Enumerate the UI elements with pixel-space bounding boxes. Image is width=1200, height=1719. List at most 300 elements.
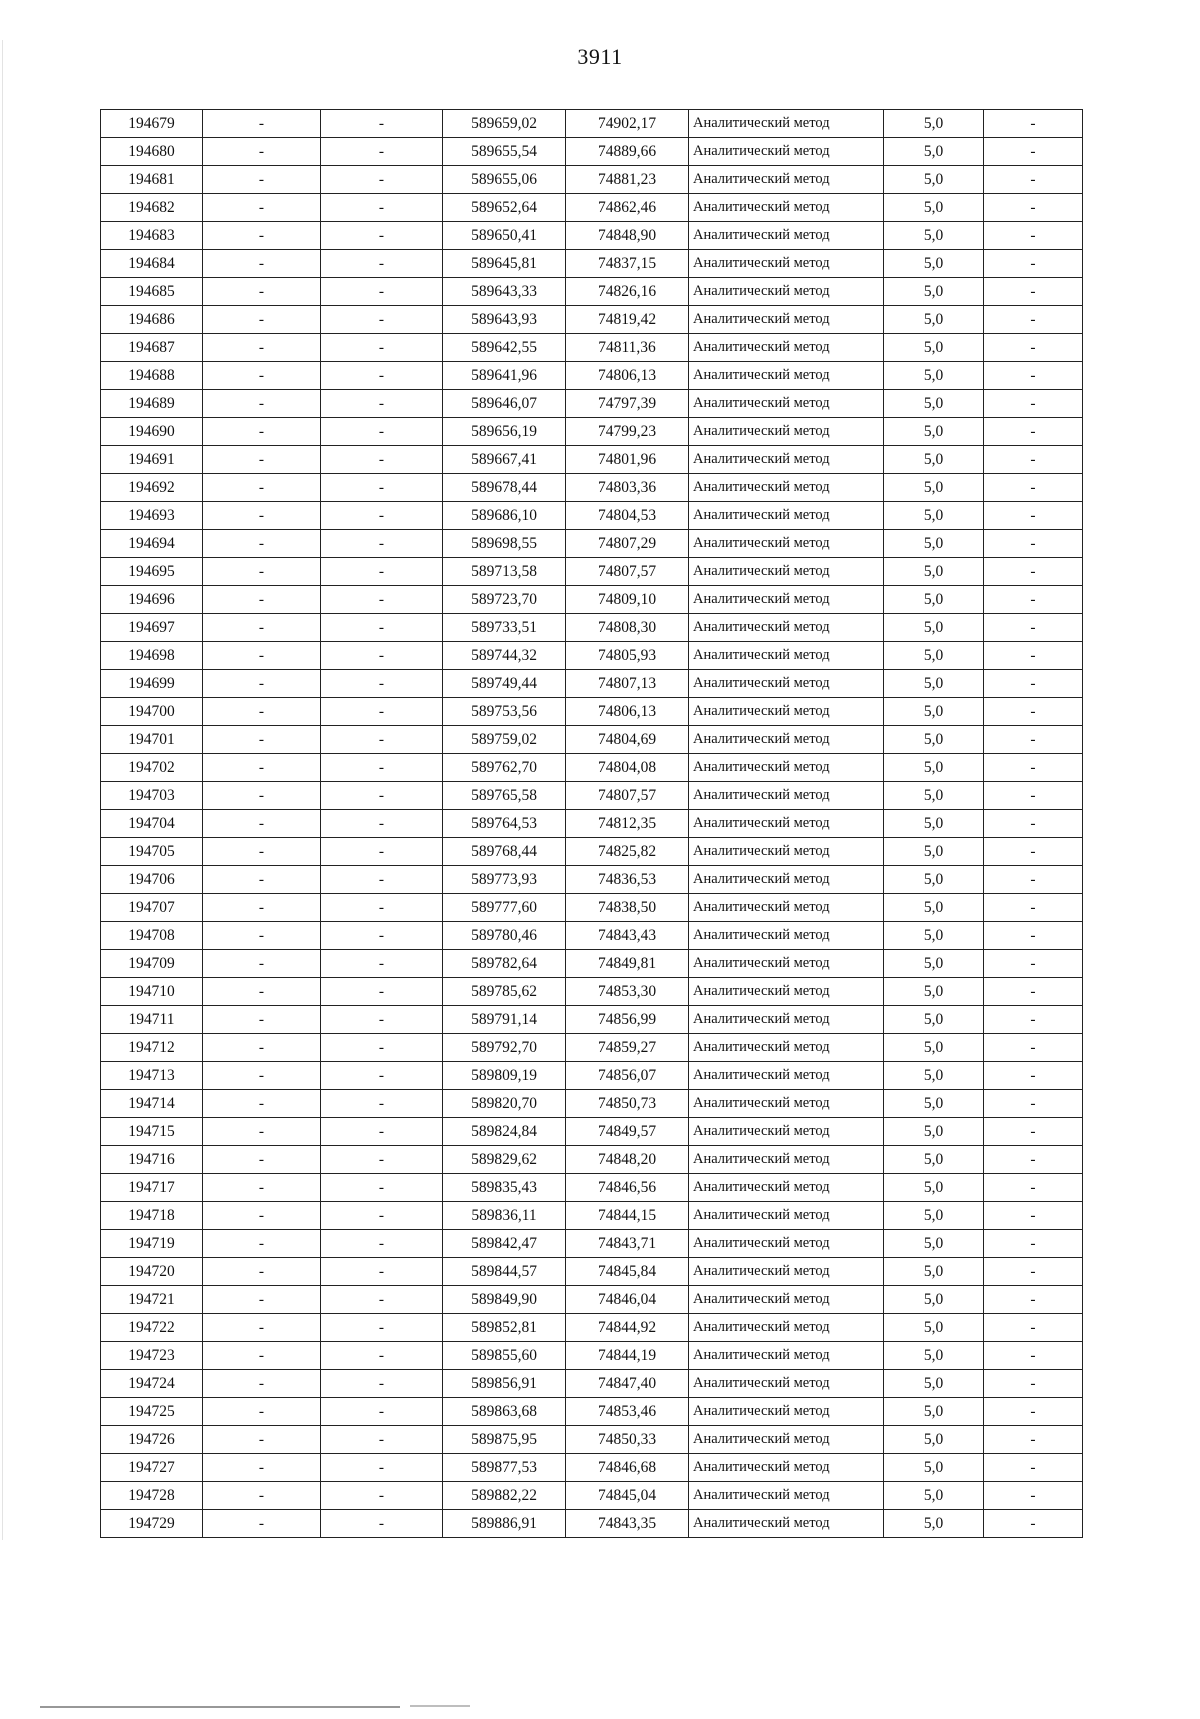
cell-point-number: 194708 bbox=[101, 922, 203, 950]
cell-accuracy: 5,0 bbox=[884, 138, 984, 166]
cell-x-coordinate: 589655,54 bbox=[443, 138, 566, 166]
cell-col-8: - bbox=[984, 698, 1083, 726]
cell-col-8: - bbox=[984, 1370, 1083, 1398]
cell-col-3: - bbox=[321, 782, 443, 810]
cell-col-3: - bbox=[321, 1370, 443, 1398]
cell-point-number: 194713 bbox=[101, 1062, 203, 1090]
cell-col-3: - bbox=[321, 1118, 443, 1146]
table-row bbox=[101, 810, 1083, 838]
cell-point-number: 194688 bbox=[101, 362, 203, 390]
cell-col-2: - bbox=[203, 194, 321, 222]
cell-accuracy: 5,0 bbox=[884, 1342, 984, 1370]
cell-col-2: - bbox=[203, 642, 321, 670]
cell-col-8: - bbox=[984, 1426, 1083, 1454]
cell-accuracy: 5,0 bbox=[884, 110, 984, 138]
cell-accuracy: 5,0 bbox=[884, 754, 984, 782]
cell-y-coordinate: 74803,36 bbox=[566, 474, 689, 502]
table-row bbox=[101, 1062, 1083, 1090]
cell-point-number: 194704 bbox=[101, 810, 203, 838]
cell-y-coordinate: 74902,17 bbox=[566, 110, 689, 138]
table-row bbox=[101, 726, 1083, 754]
table-row bbox=[101, 418, 1083, 446]
cell-method: Аналитический метод bbox=[689, 726, 884, 754]
cell-x-coordinate: 589643,93 bbox=[443, 306, 566, 334]
cell-accuracy: 5,0 bbox=[884, 306, 984, 334]
table-row bbox=[101, 922, 1083, 950]
cell-col-3: - bbox=[321, 138, 443, 166]
cell-col-3: - bbox=[321, 194, 443, 222]
cell-col-3: - bbox=[321, 306, 443, 334]
cell-col-2: - bbox=[203, 502, 321, 530]
cell-x-coordinate: 589849,90 bbox=[443, 1286, 566, 1314]
cell-x-coordinate: 589723,70 bbox=[443, 586, 566, 614]
cell-accuracy: 5,0 bbox=[884, 250, 984, 278]
cell-col-3: - bbox=[321, 558, 443, 586]
table-row bbox=[101, 390, 1083, 418]
table-row bbox=[101, 1314, 1083, 1342]
cell-accuracy: 5,0 bbox=[884, 278, 984, 306]
cell-col-2: - bbox=[203, 1398, 321, 1426]
cell-accuracy: 5,0 bbox=[884, 782, 984, 810]
cell-x-coordinate: 589765,58 bbox=[443, 782, 566, 810]
cell-accuracy: 5,0 bbox=[884, 614, 984, 642]
cell-method: Аналитический метод bbox=[689, 390, 884, 418]
cell-col-8: - bbox=[984, 1482, 1083, 1510]
cell-y-coordinate: 74825,82 bbox=[566, 838, 689, 866]
cell-accuracy: 5,0 bbox=[884, 1118, 984, 1146]
cell-col-2: - bbox=[203, 670, 321, 698]
cell-point-number: 194693 bbox=[101, 502, 203, 530]
cell-accuracy: 5,0 bbox=[884, 334, 984, 362]
cell-x-coordinate: 589836,11 bbox=[443, 1202, 566, 1230]
cell-accuracy: 5,0 bbox=[884, 698, 984, 726]
cell-method: Аналитический метод bbox=[689, 1510, 884, 1538]
cell-x-coordinate: 589733,51 bbox=[443, 614, 566, 642]
cell-point-number: 194696 bbox=[101, 586, 203, 614]
table-row bbox=[101, 1510, 1083, 1538]
cell-col-2: - bbox=[203, 950, 321, 978]
cell-col-3: - bbox=[321, 1006, 443, 1034]
table-row bbox=[101, 362, 1083, 390]
cell-y-coordinate: 74807,57 bbox=[566, 558, 689, 586]
cell-col-3: - bbox=[321, 418, 443, 446]
cell-point-number: 194687 bbox=[101, 334, 203, 362]
cell-y-coordinate: 74856,07 bbox=[566, 1062, 689, 1090]
cell-col-2: - bbox=[203, 250, 321, 278]
table-row bbox=[101, 586, 1083, 614]
cell-x-coordinate: 589656,19 bbox=[443, 418, 566, 446]
cell-method: Аналитический метод bbox=[689, 978, 884, 1006]
cell-method: Аналитический метод bbox=[689, 1482, 884, 1510]
cell-col-3: - bbox=[321, 110, 443, 138]
table-row bbox=[101, 866, 1083, 894]
cell-method: Аналитический метод bbox=[689, 1146, 884, 1174]
table-row bbox=[101, 614, 1083, 642]
cell-method: Аналитический метод bbox=[689, 474, 884, 502]
scan-artifact-line bbox=[40, 1706, 400, 1708]
cell-method: Аналитический метод bbox=[689, 362, 884, 390]
cell-col-2: - bbox=[203, 1034, 321, 1062]
cell-accuracy: 5,0 bbox=[884, 726, 984, 754]
page-number: 3911 bbox=[577, 44, 623, 69]
cell-y-coordinate: 74845,84 bbox=[566, 1258, 689, 1286]
cell-x-coordinate: 589643,33 bbox=[443, 278, 566, 306]
cell-col-3: - bbox=[321, 1062, 443, 1090]
cell-y-coordinate: 74806,13 bbox=[566, 362, 689, 390]
cell-method: Аналитический метод bbox=[689, 418, 884, 446]
cell-col-8: - bbox=[984, 1174, 1083, 1202]
cell-col-2: - bbox=[203, 306, 321, 334]
cell-y-coordinate: 74797,39 bbox=[566, 390, 689, 418]
cell-y-coordinate: 74836,53 bbox=[566, 866, 689, 894]
cell-point-number: 194701 bbox=[101, 726, 203, 754]
table-row bbox=[101, 1454, 1083, 1482]
cell-col-8: - bbox=[984, 838, 1083, 866]
cell-col-3: - bbox=[321, 166, 443, 194]
cell-point-number: 194716 bbox=[101, 1146, 203, 1174]
cell-accuracy: 5,0 bbox=[884, 222, 984, 250]
table-row bbox=[101, 1090, 1083, 1118]
cell-col-8: - bbox=[984, 502, 1083, 530]
cell-method: Аналитический метод bbox=[689, 1062, 884, 1090]
cell-accuracy: 5,0 bbox=[884, 1062, 984, 1090]
cell-method: Аналитический метод bbox=[689, 1286, 884, 1314]
cell-method: Аналитический метод bbox=[689, 698, 884, 726]
cell-col-3: - bbox=[321, 586, 443, 614]
cell-point-number: 194698 bbox=[101, 642, 203, 670]
cell-y-coordinate: 74804,53 bbox=[566, 502, 689, 530]
cell-x-coordinate: 589650,41 bbox=[443, 222, 566, 250]
table-row bbox=[101, 1230, 1083, 1258]
cell-col-2: - bbox=[203, 1202, 321, 1230]
cell-accuracy: 5,0 bbox=[884, 1426, 984, 1454]
cell-method: Аналитический метод bbox=[689, 334, 884, 362]
cell-y-coordinate: 74807,57 bbox=[566, 782, 689, 810]
cell-y-coordinate: 74881,23 bbox=[566, 166, 689, 194]
table-row bbox=[101, 782, 1083, 810]
cell-col-2: - bbox=[203, 1230, 321, 1258]
cell-method: Аналитический метод bbox=[689, 754, 884, 782]
cell-point-number: 194718 bbox=[101, 1202, 203, 1230]
cell-col-8: - bbox=[984, 558, 1083, 586]
table-row bbox=[101, 334, 1083, 362]
cell-point-number: 194728 bbox=[101, 1482, 203, 1510]
cell-col-8: - bbox=[984, 1258, 1083, 1286]
cell-point-number: 194726 bbox=[101, 1426, 203, 1454]
cell-x-coordinate: 589749,44 bbox=[443, 670, 566, 698]
cell-accuracy: 5,0 bbox=[884, 922, 984, 950]
cell-x-coordinate: 589678,44 bbox=[443, 474, 566, 502]
cell-point-number: 194715 bbox=[101, 1118, 203, 1146]
cell-col-3: - bbox=[321, 1230, 443, 1258]
cell-point-number: 194690 bbox=[101, 418, 203, 446]
cell-point-number: 194727 bbox=[101, 1454, 203, 1482]
table-row bbox=[101, 698, 1083, 726]
table-row bbox=[101, 502, 1083, 530]
cell-point-number: 194695 bbox=[101, 558, 203, 586]
cell-col-2: - bbox=[203, 1314, 321, 1342]
cell-accuracy: 5,0 bbox=[884, 950, 984, 978]
cell-accuracy: 5,0 bbox=[884, 838, 984, 866]
cell-accuracy: 5,0 bbox=[884, 1230, 984, 1258]
cell-accuracy: 5,0 bbox=[884, 1510, 984, 1538]
cell-col-8: - bbox=[984, 222, 1083, 250]
cell-col-8: - bbox=[984, 1342, 1083, 1370]
cell-method: Аналитический метод bbox=[689, 138, 884, 166]
cell-col-3: - bbox=[321, 1314, 443, 1342]
cell-y-coordinate: 74856,99 bbox=[566, 1006, 689, 1034]
cell-col-3: - bbox=[321, 838, 443, 866]
cell-col-8: - bbox=[984, 278, 1083, 306]
cell-col-8: - bbox=[984, 530, 1083, 558]
table-row bbox=[101, 530, 1083, 558]
cell-accuracy: 5,0 bbox=[884, 1006, 984, 1034]
cell-point-number: 194710 bbox=[101, 978, 203, 1006]
cell-accuracy: 5,0 bbox=[884, 1370, 984, 1398]
cell-y-coordinate: 74846,04 bbox=[566, 1286, 689, 1314]
cell-col-3: - bbox=[321, 250, 443, 278]
cell-y-coordinate: 74849,81 bbox=[566, 950, 689, 978]
cell-col-8: - bbox=[984, 418, 1083, 446]
cell-col-8: - bbox=[984, 1146, 1083, 1174]
cell-accuracy: 5,0 bbox=[884, 166, 984, 194]
cell-y-coordinate: 74853,46 bbox=[566, 1398, 689, 1426]
cell-method: Аналитический метод bbox=[689, 558, 884, 586]
cell-point-number: 194685 bbox=[101, 278, 203, 306]
cell-point-number: 194679 bbox=[101, 110, 203, 138]
cell-method: Аналитический метод bbox=[689, 950, 884, 978]
cell-x-coordinate: 589844,57 bbox=[443, 1258, 566, 1286]
cell-col-2: - bbox=[203, 278, 321, 306]
cell-method: Аналитический метод bbox=[689, 530, 884, 558]
cell-accuracy: 5,0 bbox=[884, 866, 984, 894]
cell-col-8: - bbox=[984, 1314, 1083, 1342]
cell-method: Аналитический метод bbox=[689, 222, 884, 250]
cell-col-2: - bbox=[203, 754, 321, 782]
cell-col-3: - bbox=[321, 1398, 443, 1426]
cell-point-number: 194702 bbox=[101, 754, 203, 782]
cell-point-number: 194684 bbox=[101, 250, 203, 278]
cell-y-coordinate: 74812,35 bbox=[566, 810, 689, 838]
cell-x-coordinate: 589777,60 bbox=[443, 894, 566, 922]
cell-x-coordinate: 589642,55 bbox=[443, 334, 566, 362]
cell-col-2: - bbox=[203, 1370, 321, 1398]
cell-method: Аналитический метод bbox=[689, 1370, 884, 1398]
cell-x-coordinate: 589882,22 bbox=[443, 1482, 566, 1510]
cell-method: Аналитический метод bbox=[689, 782, 884, 810]
cell-accuracy: 5,0 bbox=[884, 670, 984, 698]
cell-col-3: - bbox=[321, 222, 443, 250]
cell-y-coordinate: 74843,35 bbox=[566, 1510, 689, 1538]
cell-col-8: - bbox=[984, 1006, 1083, 1034]
cell-x-coordinate: 589646,07 bbox=[443, 390, 566, 418]
cell-y-coordinate: 74850,73 bbox=[566, 1090, 689, 1118]
cell-col-3: - bbox=[321, 1202, 443, 1230]
cell-col-2: - bbox=[203, 334, 321, 362]
cell-y-coordinate: 74811,36 bbox=[566, 334, 689, 362]
cell-col-8: - bbox=[984, 894, 1083, 922]
table-row bbox=[101, 250, 1083, 278]
cell-y-coordinate: 74806,13 bbox=[566, 698, 689, 726]
table-row bbox=[101, 950, 1083, 978]
cell-point-number: 194683 bbox=[101, 222, 203, 250]
cell-col-3: - bbox=[321, 1146, 443, 1174]
cell-y-coordinate: 74845,04 bbox=[566, 1482, 689, 1510]
cell-y-coordinate: 74843,43 bbox=[566, 922, 689, 950]
cell-col-8: - bbox=[984, 1230, 1083, 1258]
cell-col-3: - bbox=[321, 446, 443, 474]
cell-col-2: - bbox=[203, 558, 321, 586]
cell-col-3: - bbox=[321, 950, 443, 978]
cell-x-coordinate: 589852,81 bbox=[443, 1314, 566, 1342]
cell-x-coordinate: 589768,44 bbox=[443, 838, 566, 866]
table-row bbox=[101, 1342, 1083, 1370]
cell-x-coordinate: 589764,53 bbox=[443, 810, 566, 838]
cell-col-3: - bbox=[321, 1286, 443, 1314]
cell-col-3: - bbox=[321, 894, 443, 922]
cell-method: Аналитический метод bbox=[689, 810, 884, 838]
cell-col-3: - bbox=[321, 614, 443, 642]
table-row bbox=[101, 1482, 1083, 1510]
cell-col-2: - bbox=[203, 362, 321, 390]
cell-method: Аналитический метод bbox=[689, 1258, 884, 1286]
cell-col-2: - bbox=[203, 222, 321, 250]
cell-col-8: - bbox=[984, 194, 1083, 222]
cell-col-2: - bbox=[203, 1258, 321, 1286]
table-row bbox=[101, 1370, 1083, 1398]
cell-x-coordinate: 589785,62 bbox=[443, 978, 566, 1006]
cell-col-8: - bbox=[984, 138, 1083, 166]
cell-y-coordinate: 74809,10 bbox=[566, 586, 689, 614]
cell-col-8: - bbox=[984, 866, 1083, 894]
cell-col-3: - bbox=[321, 754, 443, 782]
cell-x-coordinate: 589809,19 bbox=[443, 1062, 566, 1090]
cell-col-8: - bbox=[984, 614, 1083, 642]
table-row bbox=[101, 1146, 1083, 1174]
cell-y-coordinate: 74837,15 bbox=[566, 250, 689, 278]
cell-accuracy: 5,0 bbox=[884, 1454, 984, 1482]
table-row bbox=[101, 1006, 1083, 1034]
cell-col-2: - bbox=[203, 530, 321, 558]
cell-accuracy: 5,0 bbox=[884, 586, 984, 614]
cell-method: Аналитический метод bbox=[689, 278, 884, 306]
cell-method: Аналитический метод bbox=[689, 642, 884, 670]
table-row bbox=[101, 1202, 1083, 1230]
cell-col-2: - bbox=[203, 838, 321, 866]
cell-col-2: - bbox=[203, 1062, 321, 1090]
cell-point-number: 194692 bbox=[101, 474, 203, 502]
cell-col-8: - bbox=[984, 950, 1083, 978]
cell-col-2: - bbox=[203, 1174, 321, 1202]
cell-method: Аналитический метод bbox=[689, 502, 884, 530]
cell-accuracy: 5,0 bbox=[884, 1258, 984, 1286]
cell-col-8: - bbox=[984, 1118, 1083, 1146]
cell-method: Аналитический метод bbox=[689, 586, 884, 614]
cell-col-8: - bbox=[984, 810, 1083, 838]
cell-col-2: - bbox=[203, 418, 321, 446]
table-row bbox=[101, 838, 1083, 866]
cell-y-coordinate: 74859,27 bbox=[566, 1034, 689, 1062]
cell-y-coordinate: 74844,19 bbox=[566, 1342, 689, 1370]
cell-col-2: - bbox=[203, 782, 321, 810]
cell-x-coordinate: 589645,81 bbox=[443, 250, 566, 278]
cell-point-number: 194729 bbox=[101, 1510, 203, 1538]
cell-method: Аналитический метод bbox=[689, 1314, 884, 1342]
cell-point-number: 194720 bbox=[101, 1258, 203, 1286]
cell-y-coordinate: 74848,20 bbox=[566, 1146, 689, 1174]
cell-x-coordinate: 589713,58 bbox=[443, 558, 566, 586]
cell-accuracy: 5,0 bbox=[884, 1090, 984, 1118]
cell-col-3: - bbox=[321, 1482, 443, 1510]
cell-x-coordinate: 589855,60 bbox=[443, 1342, 566, 1370]
cell-x-coordinate: 589753,56 bbox=[443, 698, 566, 726]
cell-x-coordinate: 589686,10 bbox=[443, 502, 566, 530]
cell-col-8: - bbox=[984, 390, 1083, 418]
cell-col-2: - bbox=[203, 1454, 321, 1482]
cell-col-2: - bbox=[203, 446, 321, 474]
cell-method: Аналитический метод bbox=[689, 838, 884, 866]
cell-accuracy: 5,0 bbox=[884, 474, 984, 502]
cell-accuracy: 5,0 bbox=[884, 1146, 984, 1174]
cell-col-3: - bbox=[321, 810, 443, 838]
cell-x-coordinate: 589875,95 bbox=[443, 1426, 566, 1454]
cell-point-number: 194700 bbox=[101, 698, 203, 726]
cell-col-2: - bbox=[203, 1510, 321, 1538]
cell-accuracy: 5,0 bbox=[884, 530, 984, 558]
cell-col-3: - bbox=[321, 1510, 443, 1538]
cell-point-number: 194703 bbox=[101, 782, 203, 810]
cell-x-coordinate: 589652,64 bbox=[443, 194, 566, 222]
cell-x-coordinate: 589877,53 bbox=[443, 1454, 566, 1482]
cell-col-2: - bbox=[203, 1286, 321, 1314]
cell-col-2: - bbox=[203, 1482, 321, 1510]
cell-col-8: - bbox=[984, 670, 1083, 698]
cell-col-8: - bbox=[984, 1034, 1083, 1062]
cell-col-3: - bbox=[321, 642, 443, 670]
cell-col-3: - bbox=[321, 1258, 443, 1286]
cell-y-coordinate: 74849,57 bbox=[566, 1118, 689, 1146]
cell-col-8: - bbox=[984, 166, 1083, 194]
cell-method: Аналитический метод bbox=[689, 1426, 884, 1454]
cell-col-2: - bbox=[203, 1426, 321, 1454]
cell-x-coordinate: 589698,55 bbox=[443, 530, 566, 558]
cell-col-2: - bbox=[203, 1146, 321, 1174]
cell-col-3: - bbox=[321, 1174, 443, 1202]
cell-col-8: - bbox=[984, 754, 1083, 782]
cell-point-number: 194709 bbox=[101, 950, 203, 978]
cell-col-2: - bbox=[203, 1090, 321, 1118]
scan-artifact-line bbox=[410, 1705, 470, 1707]
cell-point-number: 194725 bbox=[101, 1398, 203, 1426]
cell-point-number: 194714 bbox=[101, 1090, 203, 1118]
cell-x-coordinate: 589762,70 bbox=[443, 754, 566, 782]
table-row bbox=[101, 1118, 1083, 1146]
cell-col-8: - bbox=[984, 306, 1083, 334]
cell-method: Аналитический метод bbox=[689, 1202, 884, 1230]
cell-method: Аналитический метод bbox=[689, 614, 884, 642]
cell-point-number: 194699 bbox=[101, 670, 203, 698]
table-row bbox=[101, 222, 1083, 250]
cell-method: Аналитический метод bbox=[689, 194, 884, 222]
cell-col-8: - bbox=[984, 1286, 1083, 1314]
cell-y-coordinate: 74838,50 bbox=[566, 894, 689, 922]
cell-point-number: 194689 bbox=[101, 390, 203, 418]
table-row bbox=[101, 278, 1083, 306]
cell-col-3: - bbox=[321, 1454, 443, 1482]
cell-y-coordinate: 74799,23 bbox=[566, 418, 689, 446]
cell-method: Аналитический метод bbox=[689, 1118, 884, 1146]
cell-point-number: 194681 bbox=[101, 166, 203, 194]
